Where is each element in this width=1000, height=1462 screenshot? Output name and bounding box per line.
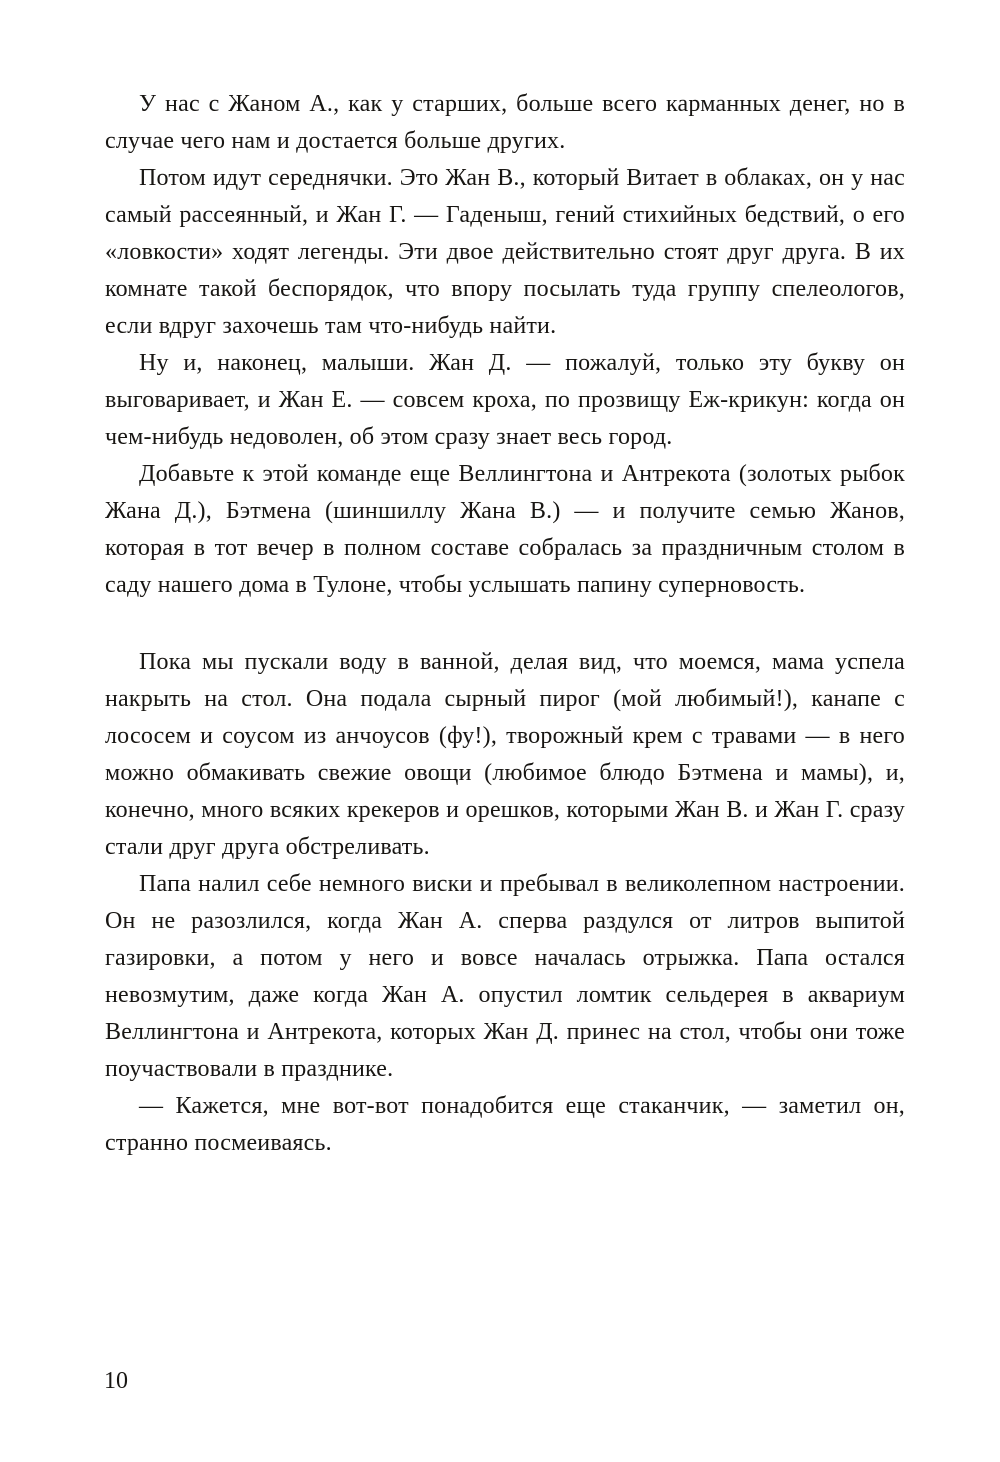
paragraph: Добавьте к этой команде еще Веллингтона и Антрекота (золотых рыбок Жана Д.), Бэтмена (шиншиллу Жана В.) — и получите семью Жанов, которая в тот вечер в полном составе собралась за праздничным столом в саду нашего дома в Тулоне, чтобы услышать папину суперновость. xyxy=(105,461,905,598)
paragraph: Ну и, наконец, малыши. Жан Д. — пожалуй, только эту букву он выговаривает, и Жан Е. — совсем кроха, по прозвищу Еж-крикун: когда он чем-нибудь недоволен, об этом сразу знает весь город. xyxy=(105,350,905,450)
paragraph: У нас с Жаном А., как у старших, больше всего карманных денег, но в случае чего нам и достается больше других. xyxy=(105,91,905,154)
paragraph: — Кажется, мне вот-вот понадобится еще стаканчик, — заметил он, странно посмеиваясь. xyxy=(105,1093,905,1156)
paragraph: Пока мы пускали воду в ванной, делая вид, что моемся, мама успела накрыть на стол. Она подала сырный пирог (мой любимый!), канапе с лососем и соусом из анчоусов (фу!), творожный крем с травами — в него можно обмакивать свежие овощи (любимое блюдо Бэтмена и мамы), и, конечно, много всяких крекеров и орешков, которыми Жан В. и Жан Г. сразу стали друг друга обстреливать. xyxy=(105,649,905,860)
page-number: 10 xyxy=(104,1368,128,1394)
paragraph: Папа налил себе немного виски и пребывал в великолепном настроении. Он не разозлился, когда Жан А. сперва раздулся от литров выпитой газировки, а потом у него и вовсе началась отрыжка. Папа остался невозмутим, даже когда Жан А. опустил ломтик сельдерея в аквариум Веллингтона и Антрекота, которых Жан Д. принес на стол, чтобы они тоже поучаствовали в празднике. xyxy=(105,871,905,1082)
paragraph: Потом идут середнячки. Это Жан В., который Витает в облаках, он у нас самый рассеянный, и Жан Г. — Гаденыш, гений стихийных бедствий, о его «ловкости» ходят легенды. Эти двое действительно стоят друг друга. В их комнате такой беспорядок, что впору посылать туда группу спелеологов, если вдруг захочешь там что-нибудь найти. xyxy=(105,165,905,339)
page-text-block xyxy=(105,86,905,1162)
